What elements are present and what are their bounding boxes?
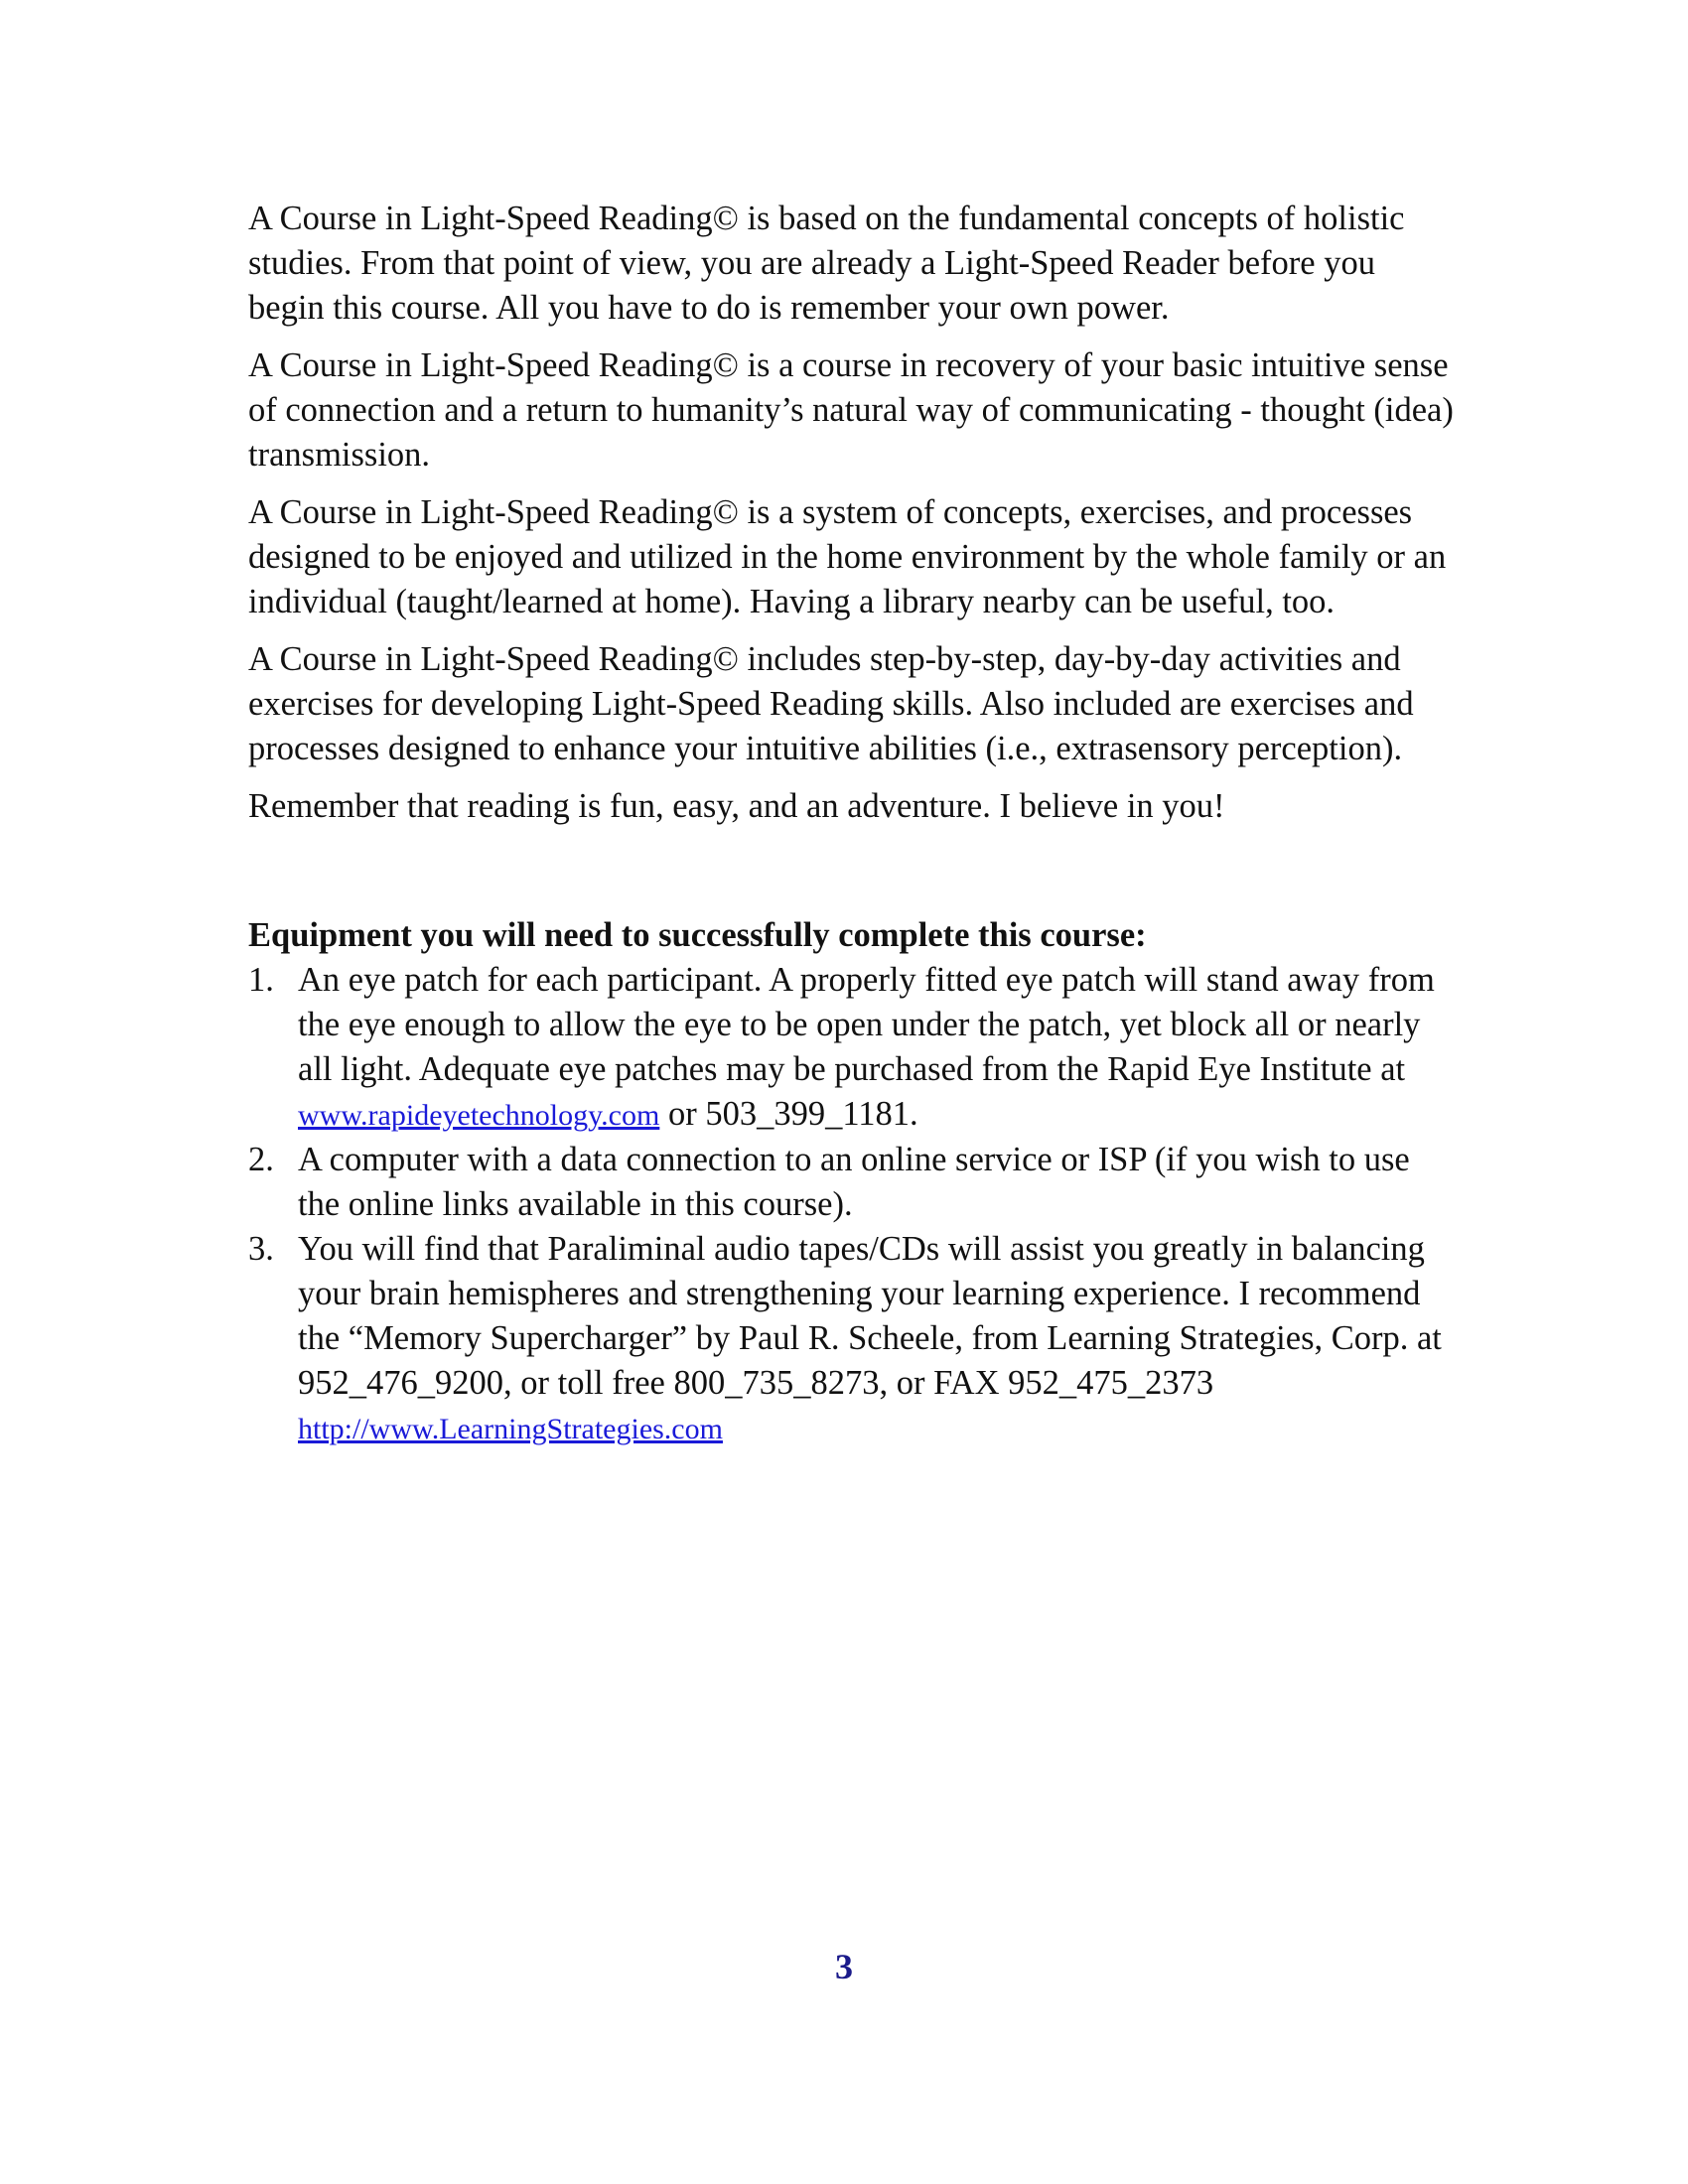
item-text: You will find that Paraliminal audio tapes/CDs will assist you greatly in balancing your brain hemispheres and strengthening your learning experience. I recommend the “Memory Supercharger” by Paul R. Scheele, from Learning Strategies, Corp. at 952_476_9200, or toll free 800_735_8273, or FAX 952_475_2373 (298, 1230, 1442, 1402)
equipment-heading: Equipment you will need to successfully complete this course: (248, 916, 1147, 954)
intro-paragraph-3: A Course in Light-Speed Reading© is a system of concepts, exercises, and processes designed to be enjoyed and utilized in the home environment by the whole family or an individual (taught/learned at home). Having a library nearby can be useful, too. (248, 493, 1447, 620)
equipment-item-3 (248, 1227, 1460, 1451)
item-number: 1. (248, 961, 274, 999)
equipment-item-2 (248, 1138, 1460, 1227)
item-text: An eye patch for each participant. A properly fitted eye patch will stand away from the eye enough to allow the eye to be open under the patch, yet block all or nearly all light. Adequate eye patches may be purchased from the Rapid Eye Institute at (298, 961, 1435, 1088)
rapid-eye-link[interactable]: www.rapideyetechnology.com (298, 1099, 660, 1132)
item-number: 2. (248, 1141, 274, 1178)
item-number: 3. (248, 1230, 274, 1268)
intro-paragraph-2: A Course in Light-Speed Reading© is a course in recovery of your basic intuitive sense of connection and a return to humanity’s natural way of communicating - thought (idea) transmission. (248, 346, 1454, 474)
intro-paragraph-1: A Course in Light-Speed Reading© is based on the fundamental concepts of holistic studies. From that point of view, you are already a Light-Speed Reader before you begin this course. All you have to do is remember your own power. (248, 200, 1405, 327)
intro-paragraph-4: A Course in Light-Speed Reading© includes step-by-step, day-by-day activities and exercises for developing Light-Speed Reading skills. Also included are exercises and processes designed to enhance your intuitive abilities (i.e., extrasensory perception). (248, 640, 1414, 767)
equipment-item-1 (248, 958, 1460, 1138)
learning-strategies-link[interactable]: http://www.LearningStrategies.com (298, 1413, 723, 1445)
item-text: A computer with a data connection to an online service or ISP (if you wish to use the online links available in this course). (298, 1141, 1410, 1223)
item-text-after: or 503_399_1181. (659, 1095, 918, 1133)
page-content (248, 197, 1460, 1451)
equipment-list (248, 958, 1460, 1451)
page-number: 3 (835, 1947, 853, 1986)
intro-paragraph-5: Remember that reading is fun, easy, and an adventure. I believe in you! (248, 787, 1225, 825)
